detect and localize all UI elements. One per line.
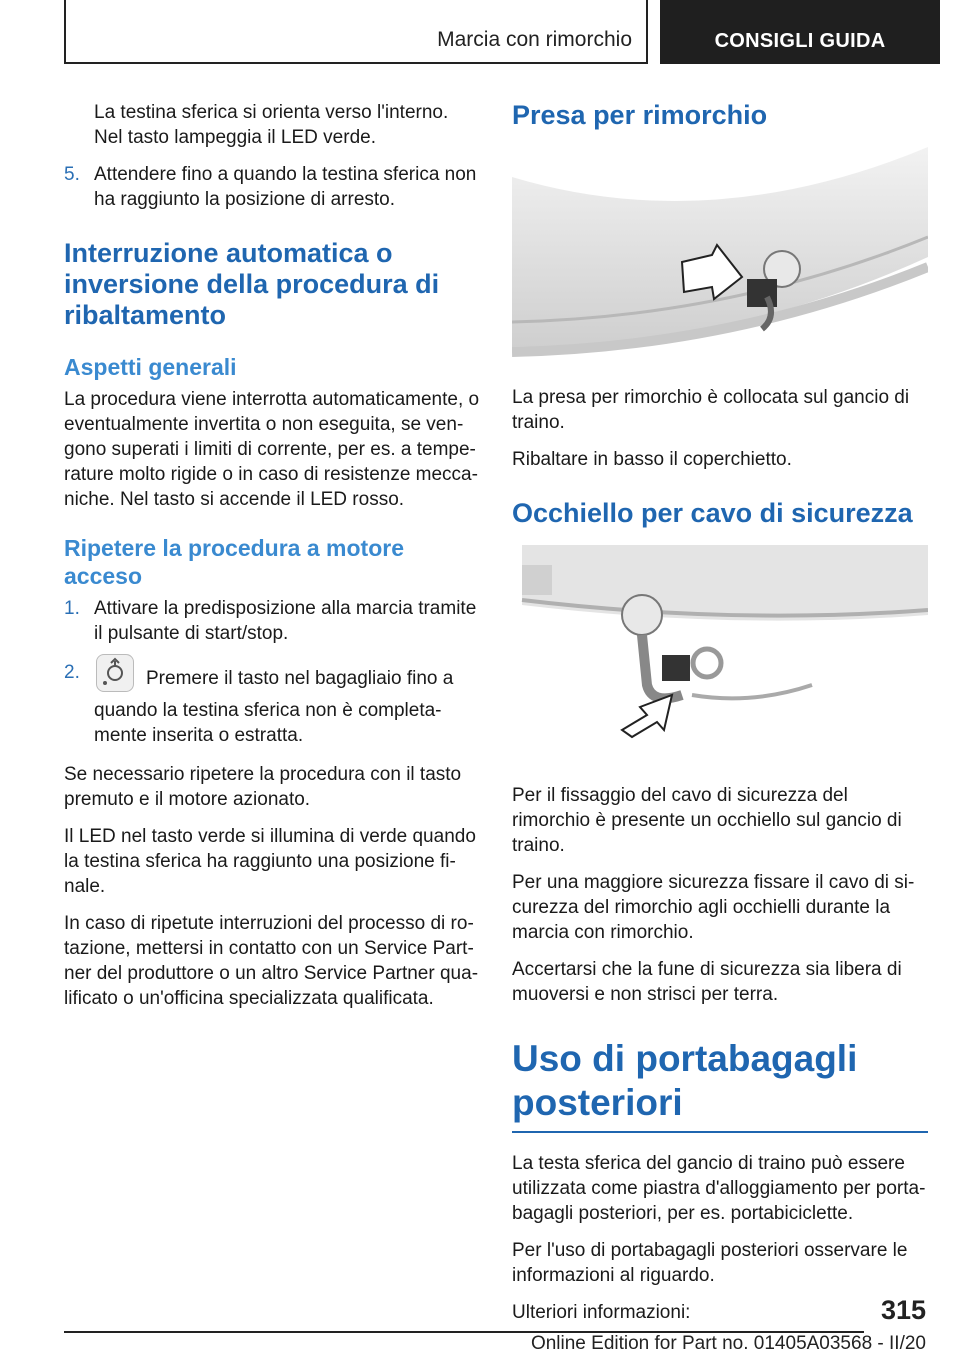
heading-general: Aspetti generali <box>64 354 237 380</box>
step-number: 5. <box>64 164 80 185</box>
header-section-title: Marcia con rimorchio <box>437 28 632 51</box>
paragraph-repeat-1: Se necessario ripetere la procedura con il tasto premuto e il motore azionato. <box>64 764 462 810</box>
paragraph-general: La procedura viene interrotta automaticamente, o eventualmente invertita o non eseguita, se vengono superati i limiti di corrente, per es. a temperature molto rigide o in caso di resistenze meccaniche. Nel tasto si accende il LED rosso. <box>64 389 480 510</box>
right-column <box>512 92 928 1337</box>
step-2 <box>64 660 480 748</box>
step-text: Attendere fino a quando la testina sferica non ha raggiunto la posizione di arresto. <box>94 164 477 210</box>
heading-socket: Presa per rimorchio <box>512 100 768 130</box>
left-column <box>64 100 480 1023</box>
paragraph-repeat-3: In caso di ripetute interruzioni del processo di rotazione, mettersi in contatto con un Service Partner del produttore o un altro Service Partner qualificato o un'officina specializzata qualificata. <box>64 913 479 1009</box>
header-chapter-tab: CONSIGLI GUIDA <box>660 0 940 64</box>
heading-repeat: Ripetere la procedura a motore acceso <box>64 535 404 589</box>
trunk-button-icon <box>96 654 134 692</box>
paragraph-eyelet-1: Per il fissaggio del cavo di sicurezza del rimorchio è presente un occhiello sul gancio di traino. <box>512 785 902 856</box>
step-1 <box>64 596 480 646</box>
intro-paragraph: La testina sferica si orienta verso l'interno. Nel tasto lampeggia il LED verde. <box>94 102 449 148</box>
heading-eyelet: Occhiello per cavo di sicurezza <box>512 498 913 528</box>
paragraph-socket-1: La presa per rimorchio è collocata sul gancio di traino. <box>512 387 910 433</box>
footer-edition: Online Edition for Part no. 01405A03568 - II/20 <box>530 1333 926 1354</box>
step-number: 2. <box>64 662 80 683</box>
step-number: 1. <box>64 598 80 619</box>
paragraph-eyelet-3: Accertarsi che la fune di sicurezza sia libera di muoversi e non strisci per terra. <box>512 959 902 1005</box>
paragraph-carrier-1: La testa sferica del gancio di traino può essere utilizzata come piastra d'alloggiamento per portabagagli posteriori, per es. portabiciclette. <box>512 1153 926 1224</box>
header-section-box <box>64 0 648 64</box>
paragraph-carrier-3: Ulteriori informazioni: <box>512 1302 691 1323</box>
paragraph-repeat-2: Il LED nel tasto verde si illumina di verde quando la testina sferica ha raggiunto una posizione finale. <box>64 826 476 897</box>
eyelet-illustration <box>512 545 928 767</box>
heading-interruption: Interruzione automatica o inversione della procedura di ribaltamento <box>64 238 440 330</box>
paragraph-carrier-2: Per l'uso di portabagagli posteriori osservare le informazioni al riguardo. <box>512 1240 908 1286</box>
heading-carrier: Uso di portabagagli posteriori <box>512 1037 928 1133</box>
paragraph-socket-2: Ribaltare in basso il coperchietto. <box>512 449 792 470</box>
step-text: Attivare la predisposizione alla marcia tramite il pulsante di start/stop. <box>94 598 477 644</box>
socket-illustration <box>512 147 928 369</box>
step-text: Premere il tasto nel bagagliaio fino a quando la testina sferica non è completamente inserita o estratta. <box>94 668 454 746</box>
step-5 <box>64 162 480 212</box>
paragraph-eyelet-2: Per una maggiore sicurezza fissare il cavo di sicurezza del rimorchio agli occhielli durante la marcia con rimorchio. <box>512 872 915 943</box>
page-number: 315 <box>880 1295 926 1325</box>
